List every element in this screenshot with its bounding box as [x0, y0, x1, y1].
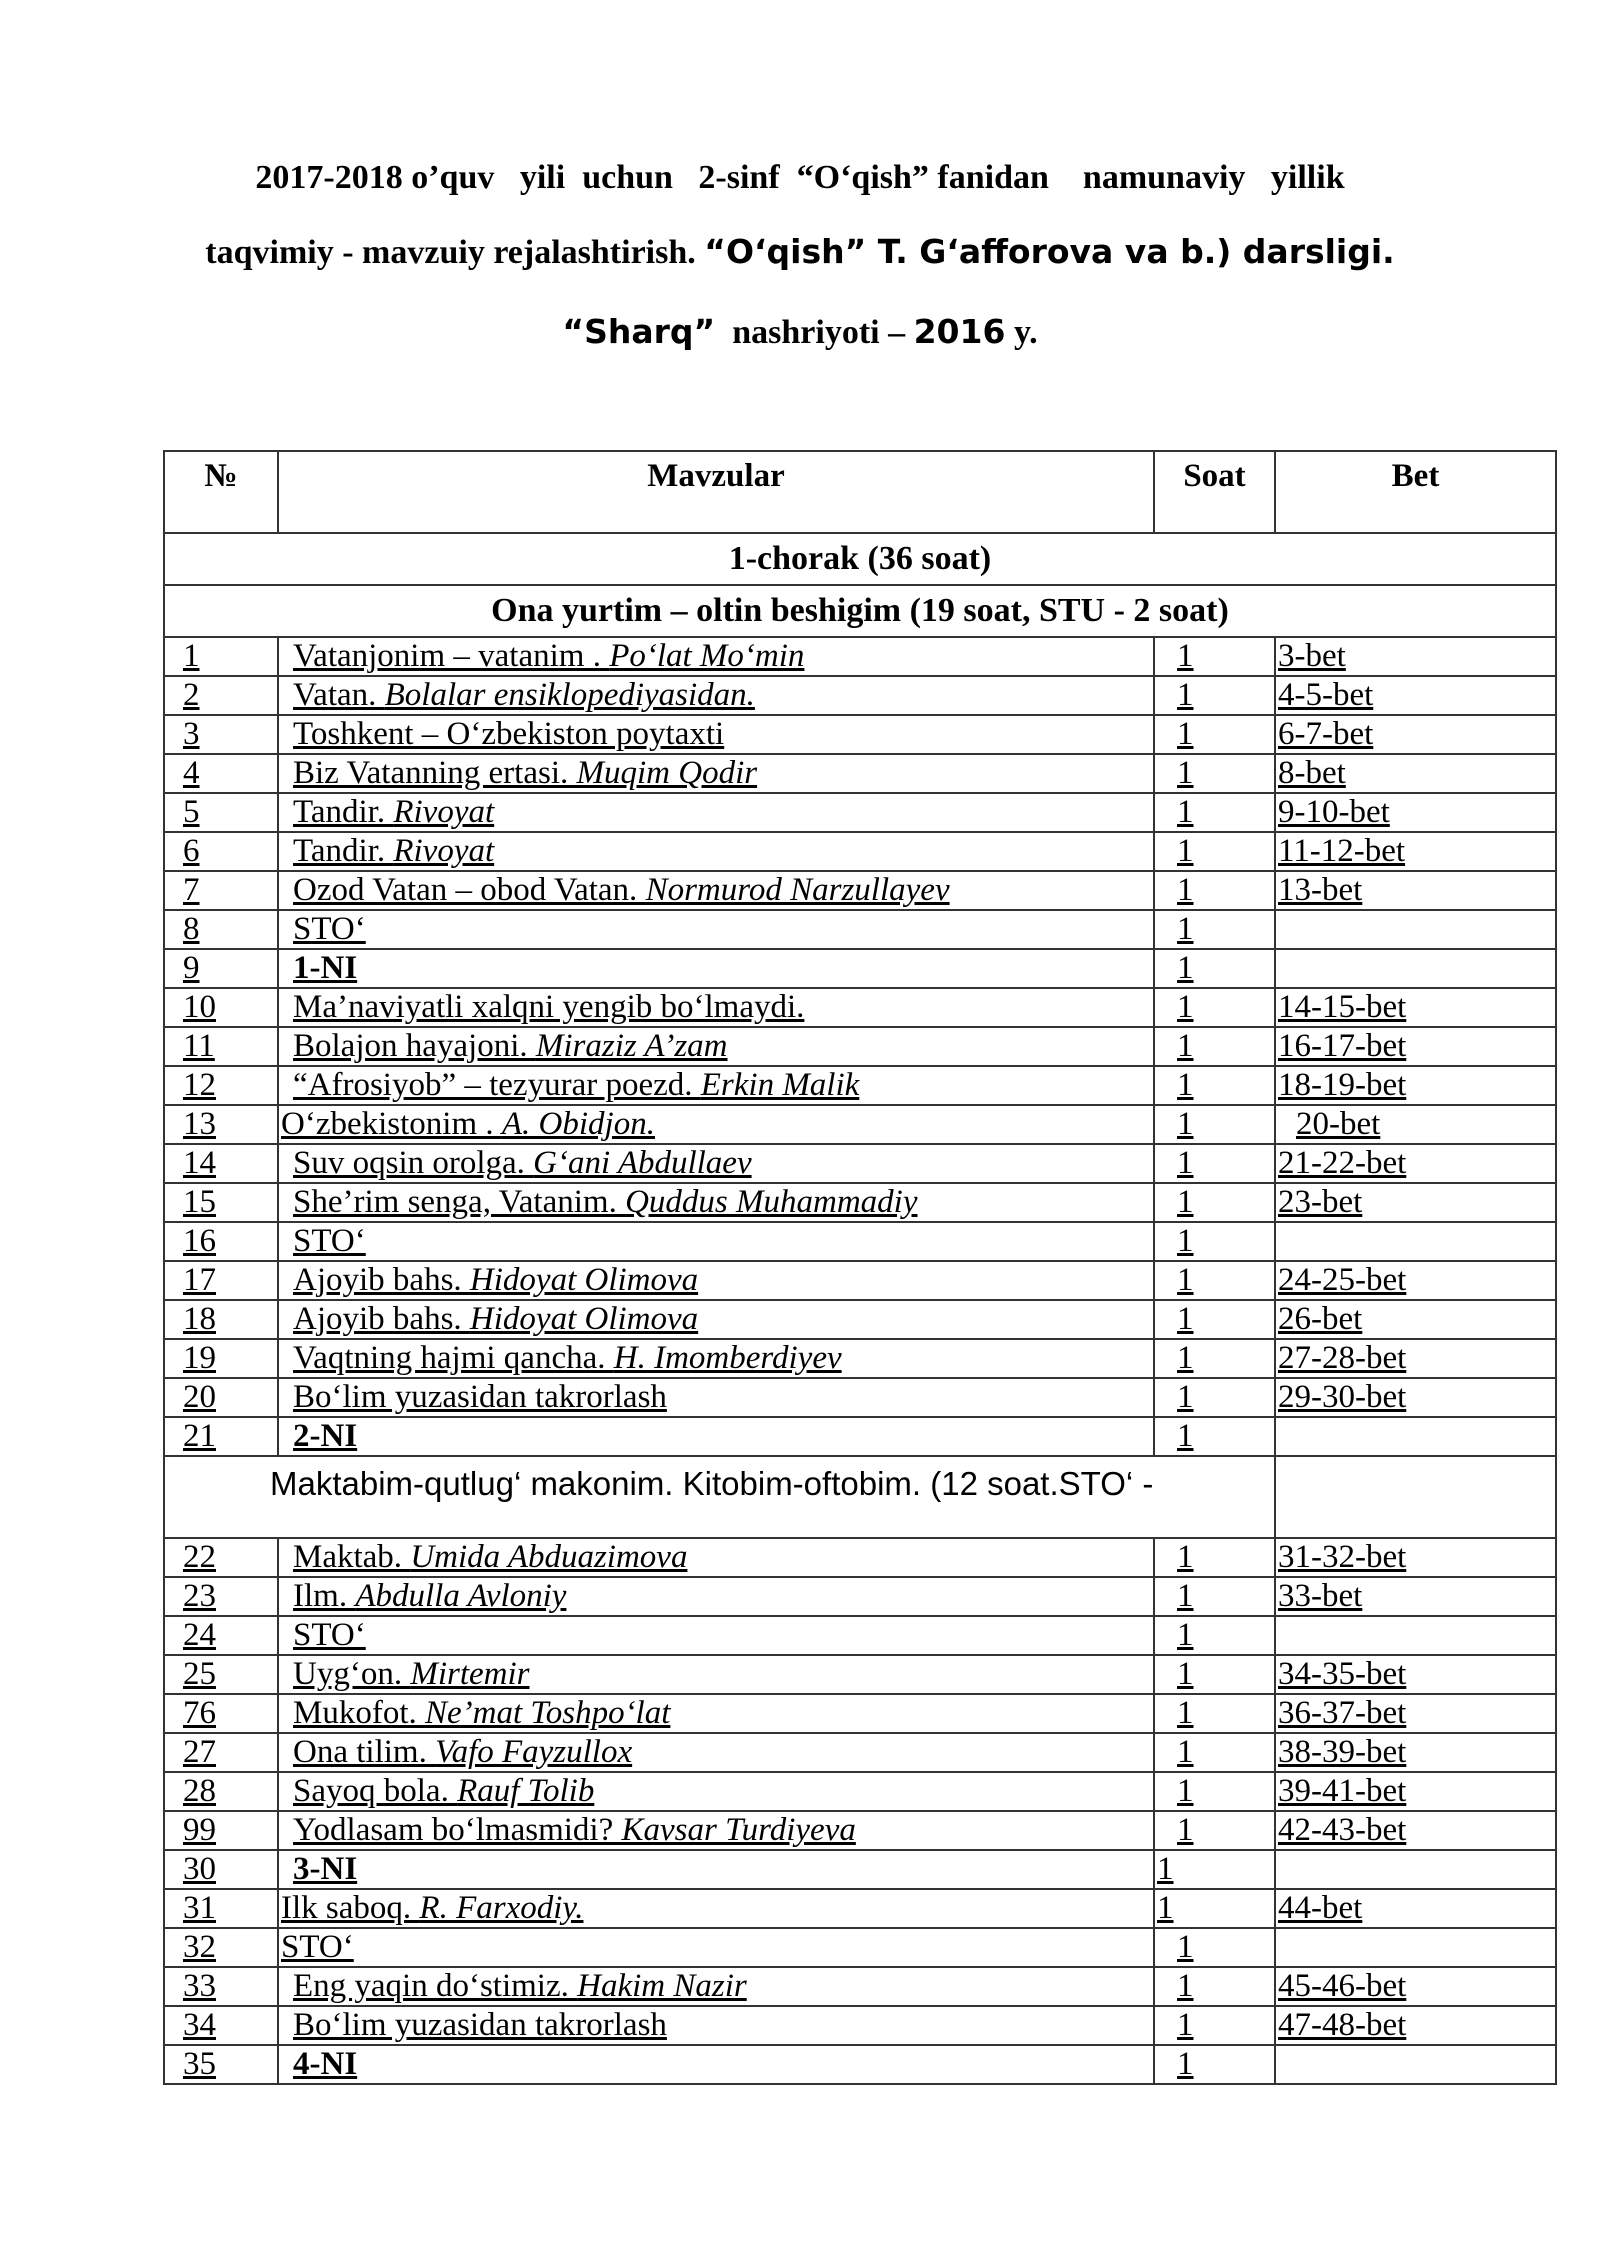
topic-title: 2-NI	[293, 1418, 358, 1454]
topic-title: STO‘	[293, 911, 366, 947]
row-hours: 1	[1154, 1222, 1275, 1261]
table-row	[164, 1222, 1556, 1261]
topic-author: Rauf Tolib	[457, 1773, 595, 1809]
row-hours: 1	[1154, 637, 1275, 676]
title-line-3a: “Sharq”	[562, 312, 716, 351]
row-topic	[278, 1378, 1154, 1417]
table-row	[164, 1772, 1556, 1811]
table-row	[164, 1850, 1556, 1889]
row-number: 19	[164, 1339, 278, 1378]
row-topic	[278, 1694, 1154, 1733]
topic-author: Muqim Qodir	[576, 755, 758, 791]
title-line-2	[0, 232, 1600, 273]
row-pages	[1275, 1417, 1556, 1456]
section-row	[164, 585, 1556, 637]
topic-title: “Afrosiyob” – tezyurar poezd.	[293, 1067, 701, 1103]
topic-title: Ajoyib bahs.	[293, 1262, 470, 1298]
table-row	[164, 2006, 1556, 2045]
row-pages: 47-48-bet	[1275, 2006, 1556, 2045]
row-number: 5	[164, 793, 278, 832]
table-row	[164, 832, 1556, 871]
row-number: 33	[164, 1967, 278, 2006]
row-topic	[278, 1538, 1154, 1577]
table-row	[164, 715, 1556, 754]
row-number: 21	[164, 1417, 278, 1456]
row-hours: 1	[1154, 1417, 1275, 1456]
row-topic	[278, 1183, 1154, 1222]
topic-author: R. Farxodiy.	[419, 1890, 584, 1926]
row-hours: 1	[1154, 1261, 1275, 1300]
row-topic	[278, 1655, 1154, 1694]
row-pages: 36-37-bet	[1275, 1694, 1556, 1733]
row-hours: 1	[1154, 1378, 1275, 1417]
row-number: 76	[164, 1694, 278, 1733]
table-row	[164, 637, 1556, 676]
row-hours: 1	[1154, 1300, 1275, 1339]
row-pages	[1275, 910, 1556, 949]
topic-author: A. Obidjon.	[501, 1106, 655, 1142]
section-empty-cell	[1275, 1456, 1556, 1538]
topic-title: Eng yaqin do‘stimiz.	[293, 1968, 578, 2004]
table-row	[164, 1105, 1556, 1144]
row-pages: 23-bet	[1275, 1183, 1556, 1222]
topic-author: Hakim Nazir	[577, 1968, 747, 2004]
row-hours: 1	[1154, 676, 1275, 715]
table-row	[164, 1339, 1556, 1378]
header-row	[164, 451, 1556, 533]
topic-author: Po‘lat Mo‘min	[609, 638, 805, 674]
topic-title: Bo‘lim yuzasidan takrorlash	[293, 1379, 667, 1415]
row-hours: 1	[1154, 1694, 1275, 1733]
row-number: 20	[164, 1378, 278, 1417]
topic-title: O‘zbekistonim .	[281, 1106, 502, 1142]
table-row	[164, 1694, 1556, 1733]
row-topic	[278, 1772, 1154, 1811]
row-hours: 1	[1154, 1889, 1275, 1928]
col-header-hours: Soat	[1154, 451, 1275, 533]
table-row	[164, 1733, 1556, 1772]
row-number: 6	[164, 832, 278, 871]
row-pages	[1275, 1616, 1556, 1655]
table-row	[164, 1538, 1556, 1577]
row-pages: 26-bet	[1275, 1300, 1556, 1339]
row-number: 14	[164, 1144, 278, 1183]
row-topic	[278, 1144, 1154, 1183]
row-hours: 1	[1154, 1339, 1275, 1378]
row-pages	[1275, 1928, 1556, 1967]
row-topic	[278, 910, 1154, 949]
row-topic	[278, 793, 1154, 832]
table-row	[164, 1967, 1556, 2006]
table-row	[164, 1027, 1556, 1066]
topic-title: Bo‘lim yuzasidan takrorlash	[293, 2007, 667, 2043]
row-pages: 3-bet	[1275, 637, 1556, 676]
title-line-2b: “O‘qish” T. G‘afforova va b.) darsligi.	[704, 232, 1395, 271]
row-number: 32	[164, 1928, 278, 1967]
row-number: 25	[164, 1655, 278, 1694]
topic-title: Tandir.	[293, 833, 394, 869]
row-hours: 1	[1154, 1105, 1275, 1144]
row-topic	[278, 1967, 1154, 2006]
plan-table	[163, 450, 1557, 2085]
table-row	[164, 1300, 1556, 1339]
row-hours: 1	[1154, 1538, 1275, 1577]
table-row	[164, 1811, 1556, 1850]
topic-author: Kavsar Turdiyeva	[621, 1812, 856, 1848]
row-number: 16	[164, 1222, 278, 1261]
topic-title: STO‘	[281, 1929, 354, 1965]
row-number: 17	[164, 1261, 278, 1300]
topic-title: Ilm.	[293, 1578, 356, 1614]
row-topic	[278, 1811, 1154, 1850]
topic-author: Rivoyat	[393, 794, 495, 830]
table-row	[164, 1183, 1556, 1222]
row-number: 11	[164, 1027, 278, 1066]
title-line-1: 2017-2018 o’quv yili uchun 2-sinf “O‘qish” fanidan namunaviy yillik	[255, 159, 1345, 196]
row-hours: 1	[1154, 754, 1275, 793]
table-row	[164, 2045, 1556, 2084]
topic-author: Erkin Malik	[700, 1067, 860, 1103]
quarter-row	[164, 533, 1556, 585]
row-topic	[278, 1066, 1154, 1105]
topic-title: Vatan.	[293, 677, 385, 713]
table-row	[164, 1144, 1556, 1183]
topic-author: Umida Abduazimova	[410, 1539, 688, 1575]
row-pages: 33-bet	[1275, 1577, 1556, 1616]
row-number: 12	[164, 1066, 278, 1105]
table-row	[164, 1655, 1556, 1694]
topic-title: 3-NI	[293, 1851, 358, 1887]
row-number: 18	[164, 1300, 278, 1339]
col-header-topics: Mavzular	[278, 451, 1154, 533]
row-topic	[278, 1577, 1154, 1616]
row-hours: 1	[1154, 1183, 1275, 1222]
table-row	[164, 1261, 1556, 1300]
row-pages: 39-41-bet	[1275, 1772, 1556, 1811]
table-row	[164, 1066, 1556, 1105]
row-hours: 1	[1154, 1733, 1275, 1772]
row-pages: 31-32-bet	[1275, 1538, 1556, 1577]
row-pages: 20-bet	[1275, 1105, 1556, 1144]
topic-title: Ona tilim.	[293, 1734, 436, 1770]
section-row	[164, 1456, 1556, 1538]
row-number: 28	[164, 1772, 278, 1811]
topic-title: 1-NI	[293, 950, 358, 986]
topic-title: Sayoq bola.	[293, 1773, 458, 1809]
row-topic	[278, 2045, 1154, 2084]
title-line-2a: taqvimiy - mavzuiy rejalashtirish.	[205, 234, 705, 271]
row-number: 4	[164, 754, 278, 793]
row-topic	[278, 1417, 1154, 1456]
row-number: 99	[164, 1811, 278, 1850]
row-hours: 1	[1154, 1772, 1275, 1811]
row-topic	[278, 754, 1154, 793]
row-hours: 1	[1154, 2045, 1275, 2084]
topic-title: Toshkent – O‘zbekiston poytaxti	[293, 716, 725, 752]
row-hours: 1	[1154, 1616, 1275, 1655]
row-number: 31	[164, 1889, 278, 1928]
topic-title: Vatanjonim – vatanim .	[293, 638, 610, 674]
row-hours: 1	[1154, 1655, 1275, 1694]
row-number: 35	[164, 2045, 278, 2084]
row-pages: 4-5-bet	[1275, 676, 1556, 715]
row-number: 9	[164, 949, 278, 988]
title-line-3d: y.	[1005, 314, 1038, 351]
table-row	[164, 1417, 1556, 1456]
row-pages: 9-10-bet	[1275, 793, 1556, 832]
table-row	[164, 676, 1556, 715]
table-row	[164, 1928, 1556, 1967]
row-hours: 1	[1154, 949, 1275, 988]
topic-author: Quddus Muhammadiy	[625, 1184, 918, 1220]
topic-author: Ne’mat Toshpo‘lat	[425, 1695, 671, 1731]
row-topic	[278, 871, 1154, 910]
table-row	[164, 1616, 1556, 1655]
title-line-3	[0, 312, 1600, 353]
row-topic	[278, 1889, 1154, 1928]
topic-title: Ilk saboq.	[281, 1890, 420, 1926]
row-pages	[1275, 2045, 1556, 2084]
row-topic	[278, 637, 1154, 676]
row-hours: 1	[1154, 1066, 1275, 1105]
topic-title: Biz Vatanning ertasi.	[293, 755, 577, 791]
row-number: 22	[164, 1538, 278, 1577]
row-topic	[278, 1300, 1154, 1339]
table-row	[164, 988, 1556, 1027]
topic-title: She’rim senga, Vatanim.	[293, 1184, 626, 1220]
section-title: Maktabim-qutlug‘ makonim. Kitobim-oftobim. (12 soat.STO‘ -	[164, 1456, 1275, 1538]
row-pages: 11-12-bet	[1275, 832, 1556, 871]
topic-title: STO‘	[293, 1617, 366, 1653]
row-topic	[278, 676, 1154, 715]
row-number: 30	[164, 1850, 278, 1889]
row-hours: 1	[1154, 1928, 1275, 1967]
row-pages: 8-bet	[1275, 754, 1556, 793]
col-header-number: №	[164, 451, 278, 533]
row-topic	[278, 988, 1154, 1027]
row-pages: 44-bet	[1275, 1889, 1556, 1928]
table-row	[164, 793, 1556, 832]
row-pages: 21-22-bet	[1275, 1144, 1556, 1183]
row-hours: 1	[1154, 1967, 1275, 2006]
row-hours: 1	[1154, 1027, 1275, 1066]
row-pages	[1275, 1850, 1556, 1889]
row-number: 7	[164, 871, 278, 910]
topic-title: Tandir.	[293, 794, 394, 830]
row-number: 34	[164, 2006, 278, 2045]
row-topic	[278, 1105, 1154, 1144]
topic-author: G‘ani Abdullaev	[533, 1145, 752, 1181]
topic-author: Bolalar ensiklopediyasidan.	[384, 677, 755, 713]
row-pages: 13-bet	[1275, 871, 1556, 910]
row-topic	[278, 1339, 1154, 1378]
row-topic	[278, 1027, 1154, 1066]
topic-title: 4-NI	[293, 2046, 358, 2082]
row-topic	[278, 1222, 1154, 1261]
row-hours: 1	[1154, 1144, 1275, 1183]
topic-author: Rivoyat	[393, 833, 495, 869]
table-row	[164, 1577, 1556, 1616]
title-line-3b: nashriyoti –	[715, 314, 914, 351]
row-hours: 1	[1154, 1850, 1275, 1889]
row-pages: 34-35-bet	[1275, 1655, 1556, 1694]
table-row	[164, 754, 1556, 793]
row-hours: 1	[1154, 1577, 1275, 1616]
topic-author: H. Imomberdiyev	[613, 1340, 842, 1376]
row-pages: 38-39-bet	[1275, 1733, 1556, 1772]
topic-author: Hidoyat Olimova	[469, 1262, 699, 1298]
row-hours: 1	[1154, 2006, 1275, 2045]
topic-title: Maktab.	[293, 1539, 411, 1575]
topic-title: Mukofot.	[293, 1695, 425, 1731]
row-hours: 1	[1154, 715, 1275, 754]
topic-title: Suv oqsin orolga.	[293, 1145, 534, 1181]
row-number: 24	[164, 1616, 278, 1655]
topic-title: Bolajon hayajoni.	[293, 1028, 536, 1064]
topic-title: STO‘	[293, 1223, 366, 1259]
row-pages: 45-46-bet	[1275, 1967, 1556, 2006]
col-header-pages: Bet	[1275, 451, 1556, 533]
topic-author: Mirtemir	[410, 1656, 530, 1692]
table-row	[164, 1378, 1556, 1417]
table-row	[164, 871, 1556, 910]
row-topic	[278, 949, 1154, 988]
row-number: 1	[164, 637, 278, 676]
row-pages: 42-43-bet	[1275, 1811, 1556, 1850]
row-number: 10	[164, 988, 278, 1027]
topic-author: Vafo Fayzullox	[435, 1734, 633, 1770]
topic-author: Miraziz A’zam	[535, 1028, 728, 1064]
row-topic	[278, 1733, 1154, 1772]
topic-title: Yodlasam bo‘lmasmidi?	[293, 1812, 622, 1848]
table-row	[164, 1889, 1556, 1928]
row-number: 23	[164, 1577, 278, 1616]
table-row	[164, 910, 1556, 949]
topic-author: Normurod Narzullayev	[645, 872, 950, 908]
section-title: Ona yurtim – oltin beshigim (19 soat, STU - 2 soat)	[164, 585, 1556, 637]
row-hours: 1	[1154, 988, 1275, 1027]
topic-author: Hidoyat Olimova	[469, 1301, 699, 1337]
row-hours: 1	[1154, 1811, 1275, 1850]
topic-title: Ozod Vatan – obod Vatan.	[293, 872, 646, 908]
row-number: 2	[164, 676, 278, 715]
row-topic	[278, 1928, 1154, 1967]
row-topic	[278, 1616, 1154, 1655]
row-pages: 24-25-bet	[1275, 1261, 1556, 1300]
row-number: 3	[164, 715, 278, 754]
row-topic	[278, 832, 1154, 871]
row-topic	[278, 2006, 1154, 2045]
topic-title: Ma’naviyatli xalqni yengib bo‘lmaydi.	[293, 989, 805, 1025]
quarter-title: 1-chorak (36 soat)	[164, 533, 1556, 585]
topic-title: Vaqtning hajmi qancha.	[293, 1340, 614, 1376]
topic-title: Uyg‘on.	[293, 1656, 411, 1692]
row-pages: 14-15-bet	[1275, 988, 1556, 1027]
row-pages: 27-28-bet	[1275, 1339, 1556, 1378]
row-hours: 1	[1154, 832, 1275, 871]
title-line-3c: 2016	[913, 312, 1006, 351]
row-pages: 16-17-bet	[1275, 1027, 1556, 1066]
row-topic	[278, 715, 1154, 754]
row-pages: 18-19-bet	[1275, 1066, 1556, 1105]
row-pages: 29-30-bet	[1275, 1378, 1556, 1417]
table-row	[164, 949, 1556, 988]
row-number: 8	[164, 910, 278, 949]
row-topic	[278, 1261, 1154, 1300]
row-hours: 1	[1154, 871, 1275, 910]
row-pages: 6-7-bet	[1275, 715, 1556, 754]
row-pages	[1275, 949, 1556, 988]
row-topic	[278, 1850, 1154, 1889]
row-number: 15	[164, 1183, 278, 1222]
topic-author: Abdulla Avloniy	[355, 1578, 567, 1614]
table-body	[164, 533, 1556, 2084]
row-hours: 1	[1154, 793, 1275, 832]
topic-title: Ajoyib bahs.	[293, 1301, 470, 1337]
row-pages	[1275, 1222, 1556, 1261]
row-hours: 1	[1154, 910, 1275, 949]
row-number: 27	[164, 1733, 278, 1772]
row-number: 13	[164, 1105, 278, 1144]
